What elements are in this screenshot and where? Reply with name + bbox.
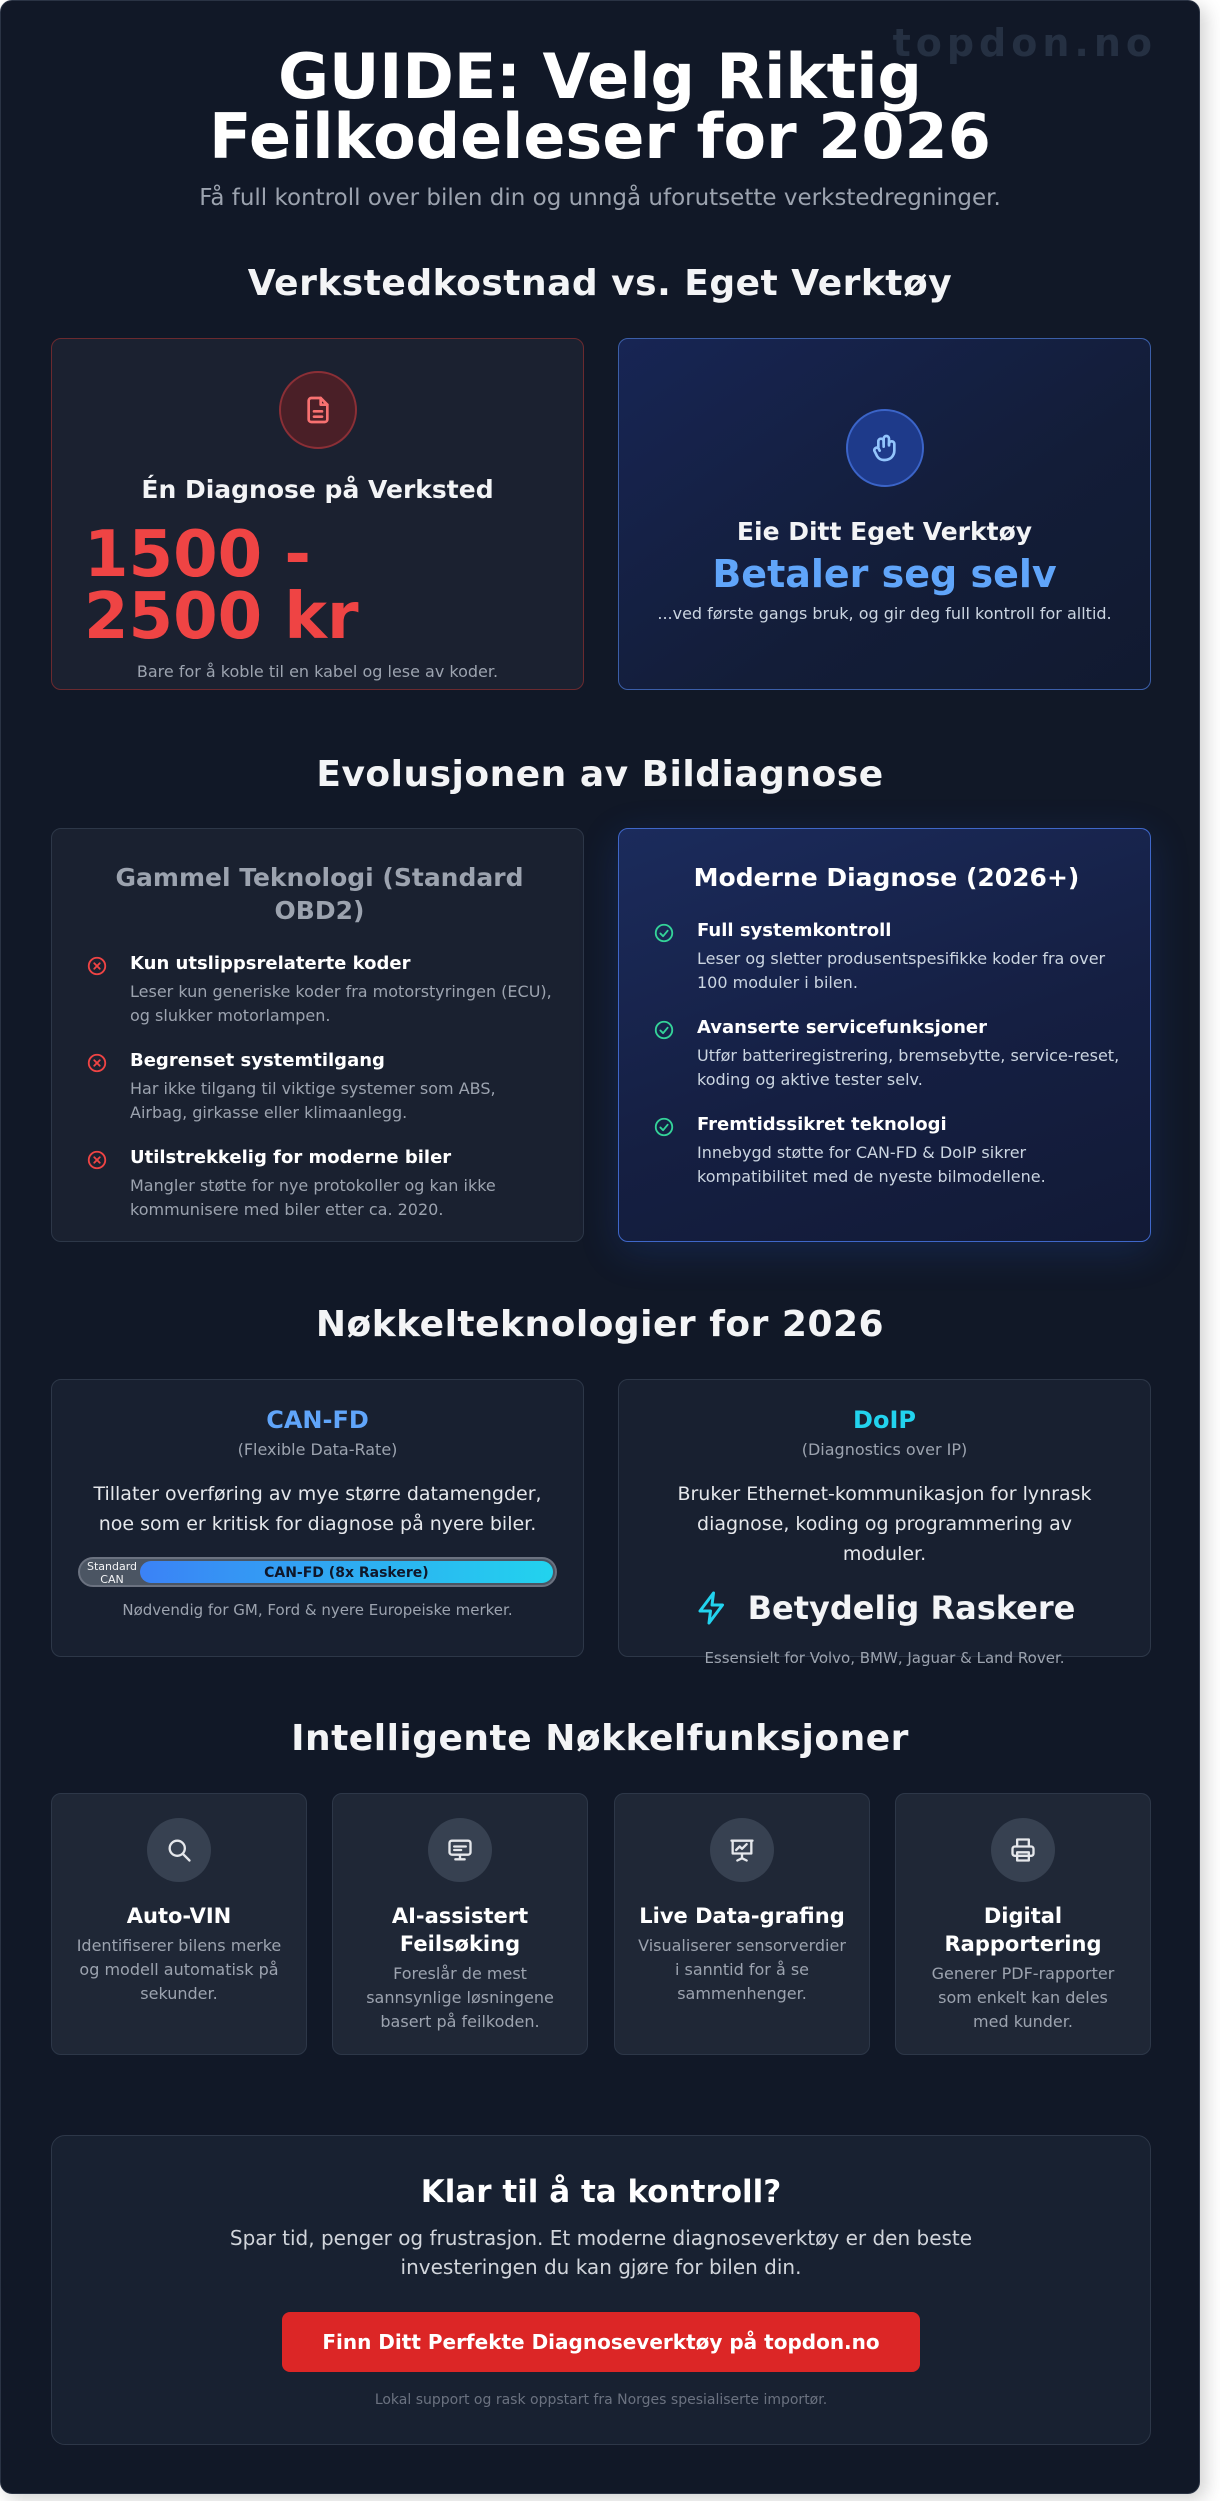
modern-tech-item-title: Full systemkontroll: [697, 920, 892, 941]
modern-tech-item-text: Utfør batteriregistrering, bremsebytte, service-reset, koding og aktive tester selv.: [697, 1046, 1120, 1089]
bar-standard-label: Standard CAN: [86, 1560, 138, 1586]
page-subtitle: Få full kontroll over bilen din og unngå uforutsette verkstedregninger.: [199, 185, 1001, 211]
old-tech-item-title: Kun utslippsrelaterte koder: [130, 953, 411, 974]
cta-card: [51, 2135, 1151, 2445]
canfd-full-name: (Flexible Data-Rate): [237, 1440, 398, 1459]
doip-speed-label: Betydelig Raskere: [747, 1589, 1076, 1627]
bar-fill-label: CAN-FD (8x Raskere): [264, 1565, 429, 1581]
old-tech-heading: Gammel Teknologi (Standard OBD2): [115, 863, 524, 925]
modern-tech-heading: Moderne Diagnose (2026+): [693, 863, 1080, 892]
cost-row: [51, 338, 1151, 690]
doip-note: Essensielt for Volvo, BMW, Jaguar & Land Rover.: [704, 1649, 1065, 1667]
old-tech-item-text: Leser kun generiske koder fra motorstyringen (ECU), og slukker motorlampen.: [130, 982, 552, 1025]
feature-title: AI-assistert Feilsøking: [391, 1904, 529, 1956]
evolution-row: [51, 828, 1151, 1242]
old-tech-card: [51, 828, 584, 1242]
modern-tech-card: [618, 828, 1151, 1242]
feature-card-ai: [332, 1793, 588, 2055]
feature-card-auto-vin: [51, 1793, 307, 2055]
feature-text: Foreslår de mest sannsynlige løsningene basert på feilkoden.: [366, 1964, 554, 2031]
watermark: topdon.no: [892, 21, 1157, 65]
old-tech-item-text: Mangler støtte for nye protokoller og kan ikke kommunisere med biler etter ca. 2020.: [130, 1176, 496, 1219]
old-tech-item-text: Har ikke tilgang til viktige systemer som ABS, Airbag, girkasse eller klimaanlegg.: [130, 1079, 496, 1122]
printer-icon: [991, 1818, 1055, 1882]
canfd-note: Nødvendig for GM, Ford & nyere Europeiske merker.: [122, 1601, 513, 1619]
feature-title: Live Data-grafing: [639, 1904, 845, 1928]
own-tool-note: ...ved første gangs bruk, og gir deg full kontroll for alltid.: [657, 604, 1112, 623]
chart-presentation-icon: [710, 1818, 774, 1882]
search-icon: [147, 1818, 211, 1882]
canfd-description: Tillater overføring av mye større datamengder, noe som er kritisk for diagnose på nyere biler.: [93, 1483, 542, 1535]
section-title-evolution: Evolusjonen av Bildiagnose: [316, 754, 884, 795]
cta-note: Lokal support og rask oppstart fra Norges spesialiserte importør.: [374, 2392, 828, 2408]
cta-heading: Klar til å ta kontroll?: [420, 2174, 782, 2210]
modern-tech-item: [653, 1114, 1120, 1189]
workshop-cost-card: [51, 338, 584, 690]
modern-tech-item: [653, 1017, 1120, 1092]
feature-text: Identifiserer bilens merke og modell automatisk på sekunder.: [76, 1936, 282, 2003]
x-circle-icon: [86, 1149, 108, 1171]
bar-fill: [140, 1561, 553, 1583]
doip-description: Bruker Ethernet-kommunikasjon for lynrask diagnose, koding og programmering av moduler.: [677, 1483, 1092, 1565]
page-title: GUIDE: Velg Riktig Feilkodeleser for 2026: [209, 40, 991, 173]
old-tech-item: [86, 953, 553, 1028]
feature-text: Visualiserer sensorverdier i sanntid for å se sammenhenger.: [638, 1936, 846, 2003]
doip-full-name: (Diagnostics over IP): [801, 1440, 968, 1459]
own-tool-heading: Eie Ditt Eget Verktøy: [736, 517, 1033, 546]
canfd-card: [51, 1379, 584, 1657]
check-circle-icon: [653, 1019, 675, 1041]
workshop-heading: Én Diagnose på Verksted: [141, 475, 494, 504]
feature-card-live-data: [614, 1793, 870, 2055]
modern-tech-item-text: Leser og sletter produsentspesifikke koder fra over 100 moduler i bilen.: [697, 949, 1106, 992]
feature-title: Digital Rapportering: [944, 1904, 1102, 1956]
monitor-icon: [428, 1818, 492, 1882]
section-title-tech: Nøkkelteknologier for 2026: [315, 1304, 885, 1345]
check-circle-icon: [653, 1116, 675, 1138]
modern-tech-item-title: Avanserte servicefunksjoner: [697, 1017, 988, 1038]
document-icon: [279, 371, 357, 449]
lightning-icon: [694, 1590, 730, 1626]
x-circle-icon: [86, 955, 108, 977]
own-tool-highlight: Betaler seg selv: [712, 552, 1057, 596]
feature-card-reporting: [895, 1793, 1151, 2055]
old-tech-item: [86, 1050, 553, 1125]
modern-tech-item-text: Innebygd støtte for CAN-FD & DoIP sikrer kompatibilitet med de nyeste bilmodellene.: [697, 1143, 1046, 1186]
old-tech-item: [86, 1147, 553, 1222]
doip-card: [618, 1379, 1151, 1667]
workshop-note: Bare for å koble til en kabel og lese av koder.: [136, 662, 499, 681]
check-circle-icon: [653, 922, 675, 944]
cta-text: Spar tid, penger og frustrasjon. Et moderne diagnoseverktøy er den beste investeringen du kan gjøre for bilen din.: [229, 2226, 973, 2279]
x-circle-icon: [86, 1052, 108, 1074]
old-tech-item-title: Utilstrekkelig for moderne biler: [130, 1147, 452, 1168]
section-title-cost: Verkstedkostnad vs. Eget Verktøy: [247, 263, 953, 304]
old-tech-list: [86, 953, 553, 1222]
feature-text: Generer PDF-rapporter som enkelt kan deles med kunder.: [931, 1964, 1115, 2031]
modern-tech-item: [653, 920, 1120, 995]
modern-tech-list: [653, 920, 1120, 1189]
find-tool-button[interactable]: Finn Ditt Perfekte Diagnoseverktøy på topdon.no: [282, 2312, 920, 2372]
own-tool-card: [618, 338, 1151, 690]
doip-speed: [645, 1589, 1124, 1627]
canfd-speed-bar: [78, 1557, 557, 1587]
wrench-hand-icon: [846, 409, 924, 487]
workshop-price: 1500 - 2500 kr: [84, 518, 359, 654]
doip-name: DoIP: [853, 1406, 916, 1434]
feature-title: Auto-VIN: [126, 1904, 232, 1928]
modern-tech-item-title: Fremtidssikret teknologi: [697, 1114, 947, 1135]
section-title-features: Intelligente Nøkkelfunksjoner: [291, 1718, 909, 1759]
old-tech-item-title: Begrenset systemtilgang: [130, 1050, 385, 1071]
tech-row: [51, 1379, 1151, 1667]
canfd-name: CAN-FD: [266, 1406, 369, 1434]
